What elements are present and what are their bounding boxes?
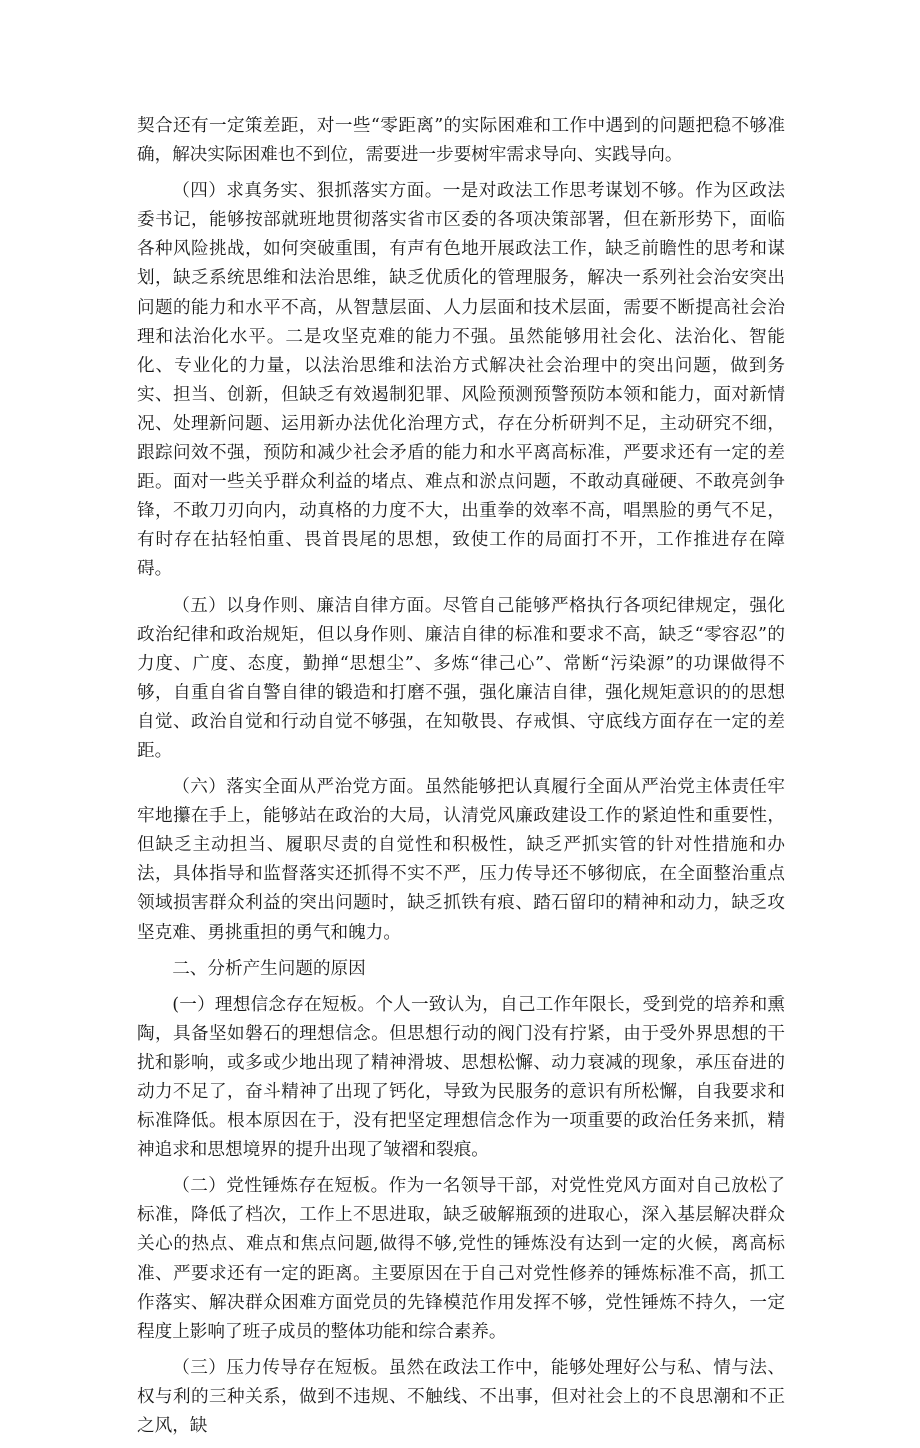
paragraph-section-5: （五）以身作则、廉洁自律方面。尽管自己能够严格执行各项纪律规定，强化政治纪律和政治规矩，但以身作则、廉洁自律的标准和要求不高，缺乏“零容忍”的力度、广度、态度，勤掸“思想尘”、多炼“律己心”、常断“污染源”的功课做得不够，自重自省自警自律的锻造和打磨不强，强化廉洁自律，强化规矩意识的的思想自觉、政治自觉和行动自觉不够强，在知敬畏、存戒惧、守底线方面存在一定的差距。 xyxy=(137,595,785,761)
section-heading-causes: 二、分析产生问题的原因 xyxy=(172,958,366,979)
paragraph-reason-2: （二）党性锤炼存在短板。作为一名领导干部，对党性党风方面对自己放松了标准，降低了档次，工作上不思进取，缺乏破解瓶颈的进取心，深入基层解决群众关心的热点、难点和焦点问题,做得不够,党性的锤炼没有达到一定的火候，离高标准、严要求还有一定的距离。主要原因在于自己对党性修养的锤炼标准不高，抓工作落实、解决群众困难方面党员的先锋模范作用发挥不够，党性锤炼不持久，一定程度上影响了班子成员的整体功能和综合素养。 xyxy=(137,1176,785,1342)
paragraph-continuation: 契合还有一定策差距，对一些“零距离”的实际困难和工作中遇到的问题把稳不够准确，解决实际困难也不到位，需要进一步要树牢需求导向、实践导向。 xyxy=(137,116,785,166)
paragraph-section-4: （四）求真务实、狠抓落实方面。一是对政法工作思考谋划不够。作为区政法委书记，能够按部就班地贯彻落实省市区委的各项决策部署，但在新形势下，面临各种风险挑战，如何突破重围，有声有色地开展政法工作，缺乏前瞻性的思考和谋划，缺乏系统思维和法治思维，缺乏优质化的管理服务，解决一系列社会治安突出问题的能力和水平不高，从智慧层面、人力层面和技术层面，需要不断提高社会治理和法治化水平。二是攻坚克难的能力不强。虽然能够用社会化、法治化、智能化、专业化的力量，以法治思维和法治方式解决社会治理中的突出问题，做到务实、担当、创新，但缺乏有效遏制犯罪、风险预测预警预防本领和能力，面对新情况、处理新问题、运用新办法优化治理方式，存在分析研判不足，主动研究不细，跟踪问效不强，预防和减少社会矛盾的能力和水平离高标准，严要求还有一定的差距。面对一些关乎群众利益的堵点、难点和淤点问题，不敢动真碰硬、不敢亮剑争锋，不敢刀刃向内，动真格的力度不大，出重拳的效率不高，唱黑脸的勇气不足，有时存在拈轻怕重、畏首畏尾的思想，致使工作的局面打不开，工作推进存在障碍。 xyxy=(137,181,785,580)
paragraph-section-6: （六）落实全面从严治党方面。虽然能够把认真履行全面从严治党主体责任牢牢地攥在手上，能够站在政治的大局，认清党风廉政建设工作的紧迫性和重要性，但缺乏主动担当、履职尽责的自觉性和积极性，缺乏严抓实管的针对性措施和办法，具体指导和监督落实还抓得不实不严，压力传导还不够彻底，在全面整治重点领域损害群众利益的突出问题时，缺乏抓铁有痕、踏石留印的精神和动力，缺乏攻坚克难、勇挑重担的勇气和魄力。 xyxy=(137,777,785,943)
document-body xyxy=(137,112,785,1448)
paragraph-reason-3: （三）压力传导存在短板。虽然在政法工作中，能够处理好公与私、情与法、权与利的三种关系，做到不违规、不触线、不出事，但对社会上的不良思潮和不正之风，缺 xyxy=(137,1357,785,1437)
paragraph-reason-1: (一）理想信念存在短板。个人一致认为，自己工作年限长，受到党的培养和熏陶，具备坚如磐石的理想信念。但思想行动的阀门没有拧紧，由于受外界思想的干扰和影响，或多或少地出现了精神滑坡、思想松懈、动力衰减的现象，承压奋进的动力不足了，奋斗精神了出现了钙化，导致为民服务的意识有所松懈，自我要求和标准降低。根本原因在于，没有把坚定理想信念作为一项重要的政治任务来抓，精神追求和思想境界的提升出现了皱褶和裂痕。 xyxy=(137,994,785,1161)
